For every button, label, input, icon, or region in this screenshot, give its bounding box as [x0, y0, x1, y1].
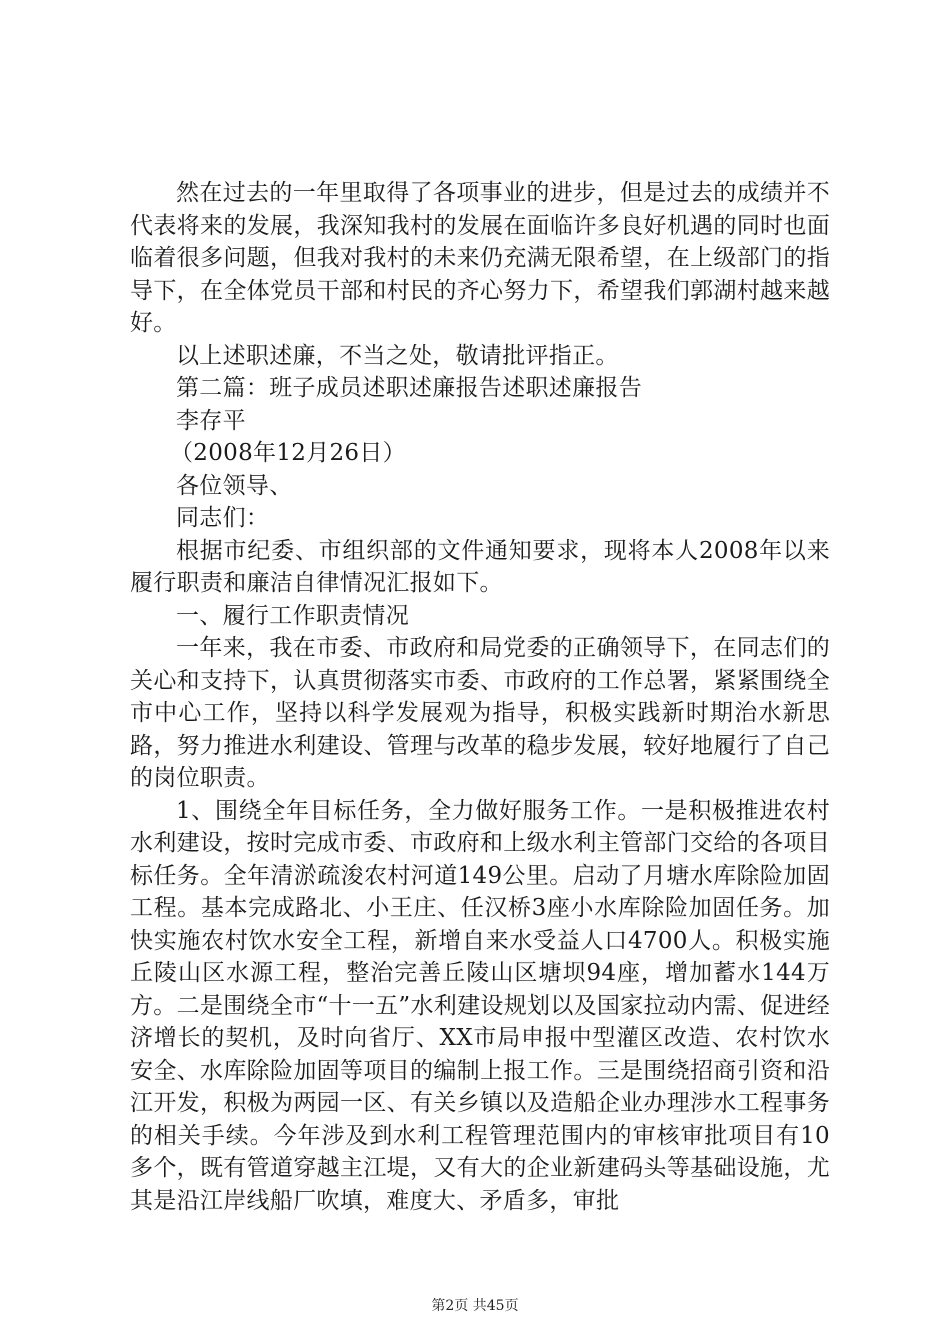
report-date: （2008年12月26日）: [170, 440, 406, 466]
document-body: [130, 177, 830, 1217]
paragraph-annual-targets: 1、围绕全年目标任务，全力做好服务工作。一是积极推进农村水利建设，按时完成市委、市政府和上级水利主管部门交给的各项目标任务。全年清淤疏浚农村河道149公里。启动了月塘水库除险加固工程。基本完成路北、小王庄、任汉桥3座小水库除险加固任务。加快实施农村饮水安全工程，新增自来水受益人口4700人。积极实施丘陵山区水源工程，整治完善丘陵山区塘坝94座，增加蓄水144万方。二是围绕全市“十一五”水利建设规划以及国家拉动内需、促进经济增长的契机，及时向省厅、XX市局申报中型灌区改造、农村饮水安全、水库除险加固等项目的编制上报工作。三是围绕招商引资和沿江开发，积极为两园一区、有关乡镇以及造船企业办理涉水工程事务的相关手续。今年涉及到水利工程管理范围内的审核审批项目有10多个，既有管道穿越主江堤，又有大的企业新建码头等基础设施，尤其是沿江岸线船厂吹填，难度大、矛盾多，审批: [130, 797, 830, 1214]
heading-duties-performance: 一、履行工作职责情况: [176, 602, 409, 629]
section-heading-part-two: 第二篇：班子成员述职述廉报告述职述廉报告: [176, 375, 642, 401]
salutation-comrades: 同志们：: [176, 505, 270, 531]
author-name: 李存平: [176, 407, 246, 434]
page-number-footer: 第2页 共45页: [431, 1298, 519, 1314]
paragraph-progress-summary: 然在过去的一年里取得了各项事业的进步，但是过去的成绩并不代表将来的发展，我深知我村的发展在面临许多良好机遇的同时也面临着很多问题，但我对我村的未来仍充满无限希望，在上级部门的指导下，在全体党员干部和村民的齐心努力下，希望我们郭湖村越来越好。: [130, 180, 830, 336]
paragraph-closing-remark: 以上述职述廉，不当之处，敬请批评指正。: [176, 342, 619, 369]
paragraph-year-overview: 一年来，我在市委、市政府和局党委的正确领导下，在同志们的关心和支持下，认真贯彻落实市委、市政府的工作总署，紧紧围绕全市中心工作，坚持以科学发展观为指导，积极实践新时期治水新思路，努力推进水利建设、管理与改革的稳步发展，较好地履行了自己的岗位职责。: [130, 635, 830, 791]
paragraph-introduction: 根据市纪委、市组织部的文件通知要求，现将本人2008年以来履行职责和廉洁自律情况汇报如下。: [130, 537, 830, 596]
salutation-leaders: 各位领导、: [176, 472, 293, 499]
